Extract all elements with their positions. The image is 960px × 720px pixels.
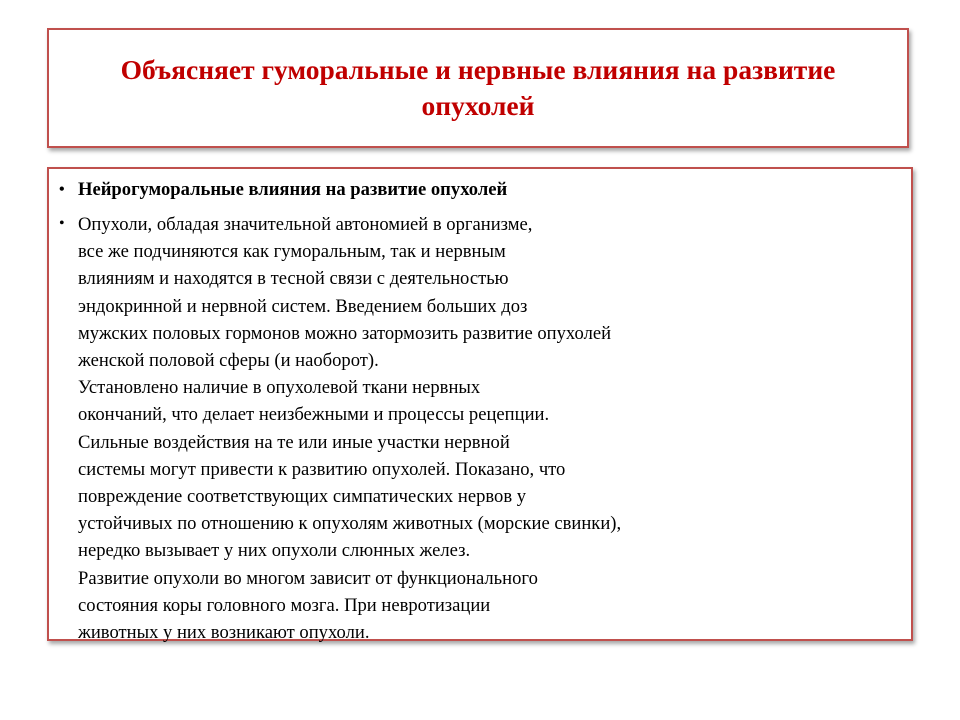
paragraph-line: Сильные воздействия на те или иные участки нервной <box>78 431 510 453</box>
title-box <box>47 28 909 148</box>
paragraph-line: системы могут привести к развитию опухолей. Показано, что <box>78 458 566 480</box>
paragraph-line: нередко вызывает у них опухоли слюнных желез. <box>78 540 471 562</box>
paragraph-line: Установлено наличие в опухолевой ткани нервных <box>78 377 481 399</box>
paragraph-line: эндокринной и нервной систем. Введением больших доз <box>78 295 528 317</box>
paragraph-line: животных у них возникают опухоли. <box>78 622 370 644</box>
bullet-icon: • <box>59 181 65 198</box>
content-box <box>47 167 913 644</box>
paragraph-line: все же подчиняются как гуморальным, так и нервным <box>78 241 506 263</box>
bullet-paragraph <box>59 211 901 646</box>
paragraph-line: повреждение соответствующих симпатических нервов у <box>78 486 527 508</box>
paragraph-line: устойчивых по отношению к опухолям животных (морские свинки), <box>78 513 622 535</box>
paragraph-line: Опухоли, обладая значительной автономией в организме, <box>78 214 533 235</box>
paragraph-line: Развитие опухоли во многом зависит от функционального <box>78 567 538 589</box>
bullet-heading <box>59 177 901 203</box>
bullet-list <box>59 177 901 646</box>
paragraph-line: состояния коры головного мозга. При невротизации <box>78 594 491 616</box>
slide-title: Объясняет гуморальные и нервные влияния на развитие опухолей <box>120 54 836 121</box>
paragraph-line: женской половой сферы (и наоборот). <box>78 350 379 372</box>
paragraph-line: влияниям и находятся в тесной связи с деятельностью <box>78 268 509 290</box>
bullet-icon: • <box>59 215 65 232</box>
paragraph-line: мужских половых гормонов можно затормозить развитие опухолей <box>78 322 612 344</box>
bullet-heading-text: Нейрогуморальные влияния на развитие опухолей <box>78 179 508 200</box>
paragraph-line: окончаний, что делает неизбежными и процессы рецепции. <box>78 404 550 426</box>
